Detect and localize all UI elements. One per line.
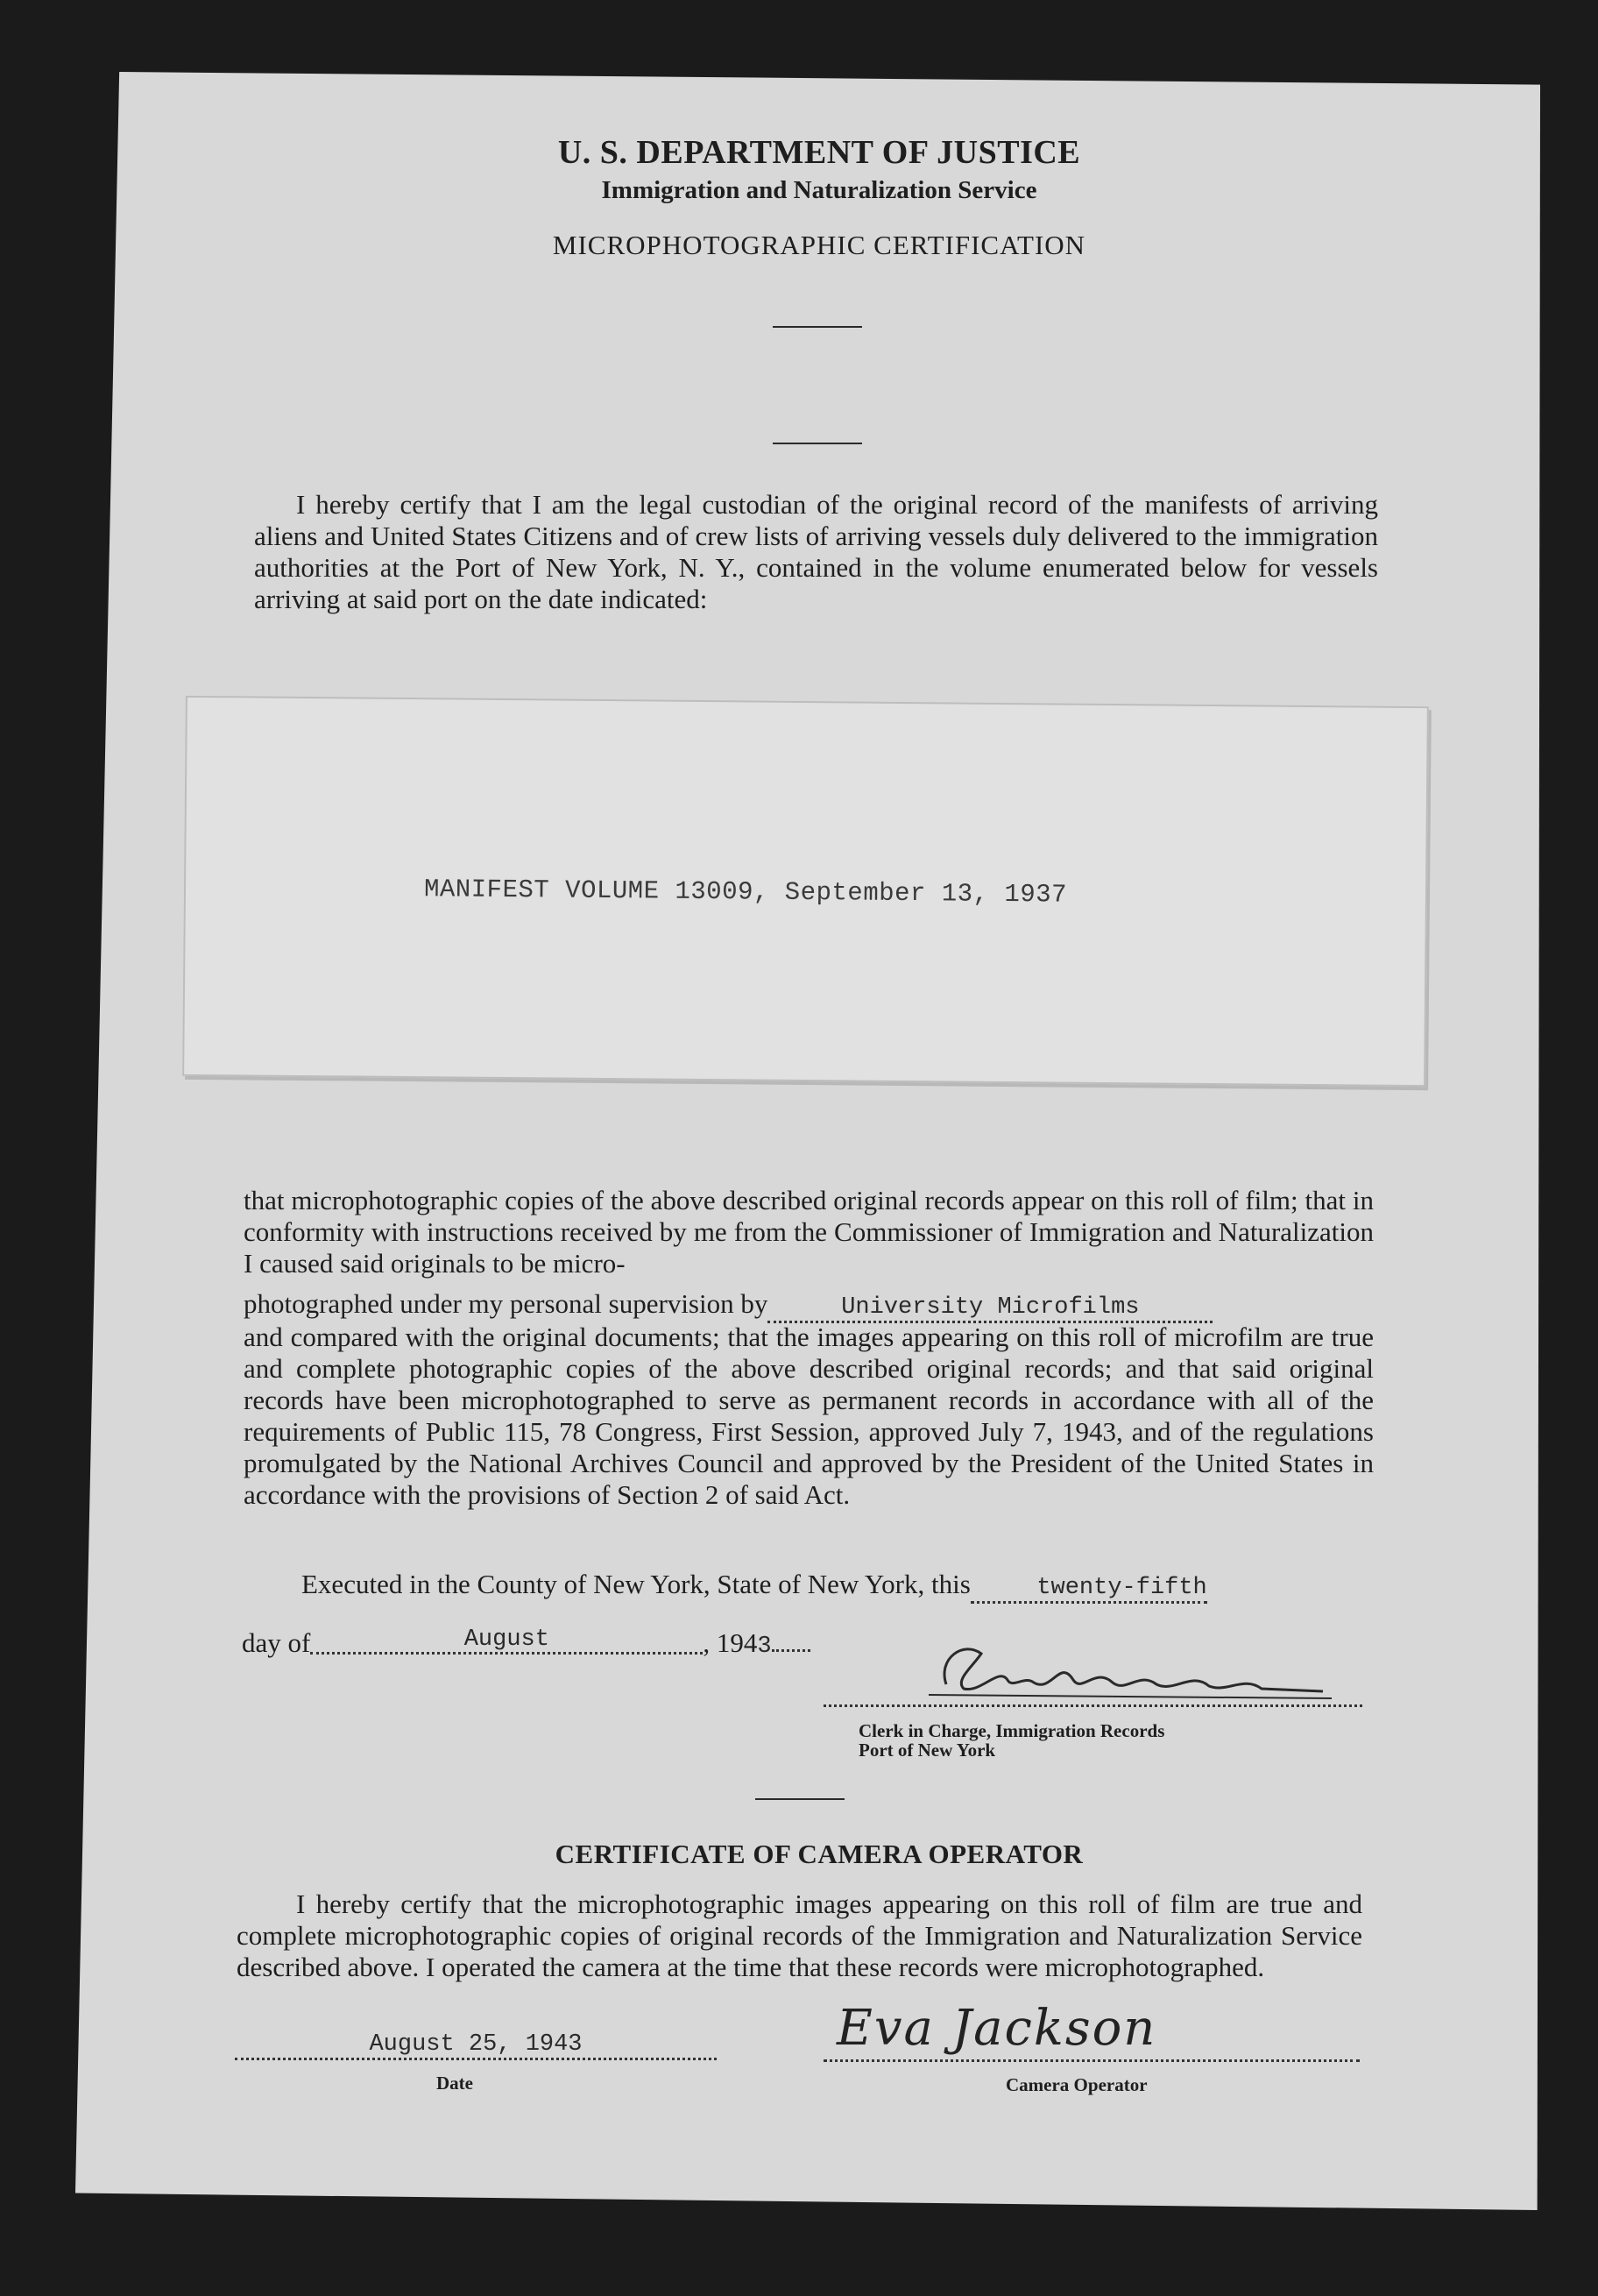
camera-operator-paragraph: I hereby certify that the microphotographic images appearing on this roll of film are true and complete microphotographic copies of original records of the Immigration and Naturalization Service described above. I operated the camera at the time that these records were microphotographed. [237, 1889, 1362, 1982]
clerk-signature [911, 1632, 1349, 1711]
photographer-name: University Microfilms [767, 1294, 1213, 1323]
certification-title: MICROPHOTOGRAPHIC CERTIFICATION [552, 230, 1086, 260]
manifest-volume-text: MANIFEST VOLUME 13009, September 13, 1937 [423, 875, 1068, 910]
operator-signature: Eva Jackson [837, 2000, 1157, 2057]
execution-month: August [310, 1627, 703, 1655]
photographed-by-line [244, 1288, 1374, 1323]
day-of-line [242, 1626, 810, 1660]
year-dots [772, 1626, 810, 1652]
section-divider [755, 1798, 845, 1800]
clerk-port: Port of New York [859, 1740, 996, 1761]
photographed-by-label: photographed under my personal supervision by [244, 1288, 768, 1319]
department-heading: U. S. DEPARTMENT OF JUSTICE [557, 134, 1081, 171]
executed-text: Executed in the County of New York, State of New York, this [301, 1569, 971, 1599]
intro-paragraph: I hereby certify that I am the legal custodian of the original record of the manifests of arriving aliens and United States Citizens and of crew lists of arriving vessels duly delivered to the immigration authorities at the Port of New York, N. Y., contained in the volume enumerated below for vessels arriving at said port on the date indicated: [254, 489, 1378, 614]
body-paragraph-part2: and compared with the original documents; that the images appearing on this roll of microfilm are true and complete photographic copies of the above described original records; and that said original records have been microphotographed to serve as permanent records in accordance with all of the requirements of Public 115, 78 Congress, First Session, approved July 7, 1943, and of the regulations promulgated by the National Archives Council and approved by the President of the United States in accordance with the provisions of Section 2 of said Act. [244, 1322, 1374, 1510]
volume-insert-slip [182, 696, 1429, 1087]
header-divider-1 [773, 326, 862, 328]
body-paragraph-part1: that microphotographic copies of the above described original records appear on this roll of film; that in conformity with instructions received by me from the Commissioner of Immigration and Naturalization I caused said originals to be micro- [244, 1185, 1374, 1279]
camera-operator-heading: CERTIFICATE OF CAMERA OPERATOR [555, 1839, 1084, 1869]
clerk-title: Clerk in Charge, Immigration Records [859, 1720, 1165, 1741]
camera-date-label: Date [436, 2073, 473, 2094]
execution-day: twenty-fifth [971, 1575, 1207, 1604]
header-divider-2 [773, 443, 862, 444]
day-of-label: day of [242, 1627, 311, 1658]
operator-signature-line [824, 2059, 1360, 2062]
execution-year-prefix: , 194 [703, 1627, 758, 1658]
camera-date: August 25, 1943 [235, 2031, 717, 2060]
camera-operator-label: Camera Operator [1006, 2074, 1148, 2095]
service-subheading: Immigration and Naturalization Service [601, 176, 1037, 204]
executed-line [301, 1569, 1207, 1604]
execution-year-digit: 3 [757, 1633, 772, 1660]
clerk-signature-line [824, 1704, 1362, 1707]
